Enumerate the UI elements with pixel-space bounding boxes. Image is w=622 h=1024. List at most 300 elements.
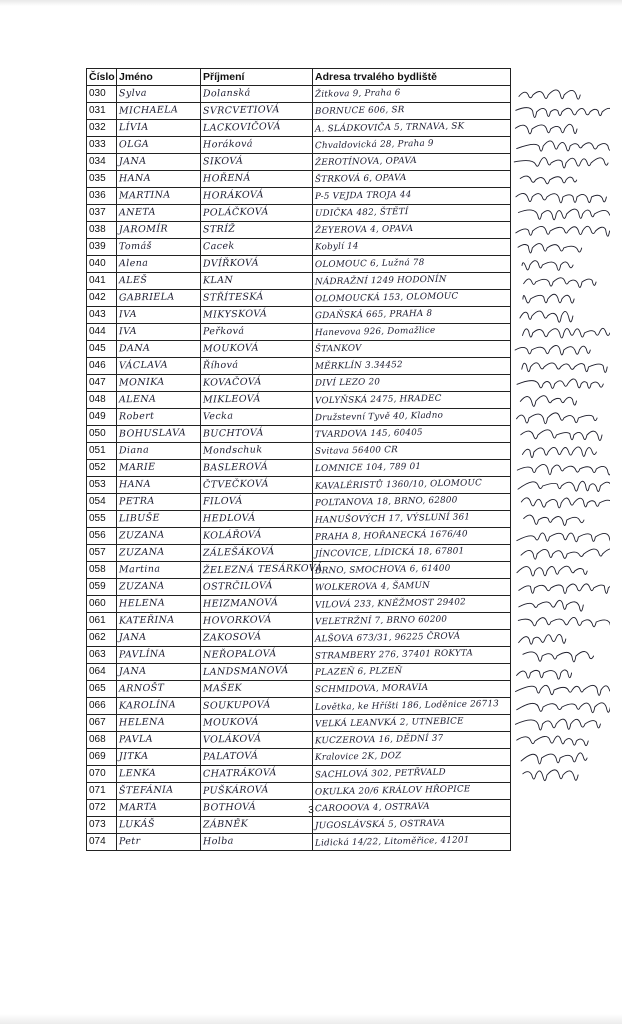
row-first-name-handwriting: HANA: [118, 172, 152, 185]
table-row: [87, 715, 511, 732]
signature-scribble: [524, 515, 584, 525]
row-address: [313, 817, 511, 834]
row-address-handwriting: ŽEYEROVA 4, OPAVA: [314, 223, 414, 237]
row-surname: [201, 630, 313, 647]
row-number: 070: [87, 766, 117, 783]
row-first-name-handwriting: ZUZANA: [118, 546, 165, 559]
row-address-handwriting: VELKÁ LEANVKÁ 2, UTNEBICE: [314, 716, 464, 730]
table-row: [87, 205, 511, 222]
row-surname: [201, 239, 313, 256]
row-number: 050: [87, 426, 117, 443]
row-address: [313, 579, 511, 596]
signature-scribble: [516, 193, 607, 202]
table-row: [87, 749, 511, 766]
row-number: 037: [87, 205, 117, 222]
row-address: [313, 375, 511, 392]
row-address: [313, 664, 511, 681]
row-surname: [201, 511, 313, 528]
row-address: [313, 103, 511, 120]
row-first-name: [117, 579, 201, 596]
row-surname-handwriting: BASLEROVÁ: [202, 461, 269, 474]
row-address-handwriting: LOMNICE 104, 789 01: [314, 461, 422, 475]
row-surname: [201, 409, 313, 426]
row-address-handwriting: SCHMIDOVA, MORAVIA: [314, 682, 429, 696]
row-address-handwriting: Kobylí 14: [314, 241, 359, 253]
row-surname: [201, 290, 313, 307]
signature-scribble: [522, 261, 573, 271]
row-first-name-handwriting: Diana: [118, 444, 150, 457]
row-first-name: [117, 341, 201, 358]
row-surname-handwriting: Říhová: [202, 359, 239, 372]
row-first-name-handwriting: JAROMÍR: [118, 223, 169, 236]
row-first-name-handwriting: KAROLÍNA: [118, 699, 177, 712]
row-first-name-handwriting: MARTINA: [118, 189, 171, 202]
row-address-handwriting: ŠTRKOVÁ 6, OPAVA: [314, 173, 407, 185]
row-address: [313, 154, 511, 171]
row-address: [313, 86, 511, 103]
row-surname-handwriting: HORÁKOVÁ: [202, 189, 264, 202]
row-surname-handwriting: SVRCVETIOVÁ: [202, 104, 280, 117]
row-first-name-handwriting: IVA: [118, 308, 138, 321]
header-number: Číslo: [87, 69, 117, 86]
row-first-name: [117, 256, 201, 273]
row-first-name-handwriting: JITKA: [118, 750, 149, 763]
signature-scribble: [524, 278, 597, 288]
signature-scribble: [519, 584, 610, 594]
row-first-name: [117, 409, 201, 426]
row-surname-handwriting: Horáková: [202, 138, 254, 151]
row-surname-handwriting: SIKOVÁ: [202, 155, 244, 168]
row-number: 067: [87, 715, 117, 732]
row-address: [313, 681, 511, 698]
row-first-name-handwriting: Alena: [118, 257, 149, 270]
row-first-name: [117, 137, 201, 154]
row-first-name: [117, 494, 201, 511]
signature-scribble: [515, 719, 600, 730]
row-first-name: [117, 698, 201, 715]
table-row: [87, 103, 511, 120]
row-address: [313, 341, 511, 358]
row-first-name: [117, 715, 201, 732]
row-first-name: [117, 290, 201, 307]
row-address-handwriting: ŠTANKOV: [314, 343, 362, 355]
row-number: 071: [87, 783, 117, 800]
row-address-handwriting: GDAŇSKÁ 665, PRAHA 8: [314, 308, 433, 322]
row-first-name-handwriting: ARNOŠT: [118, 682, 165, 695]
signature-scribble: [517, 413, 598, 424]
table-row: [87, 783, 511, 800]
row-address: [313, 749, 511, 766]
row-address: [313, 290, 511, 307]
row-surname-handwriting: STŘÍTESKÁ: [202, 291, 264, 304]
signature-scribble: [523, 651, 594, 661]
row-surname-handwriting: ZÁLEŠÁKOVÁ: [202, 546, 275, 559]
row-surname: [201, 86, 313, 103]
row-surname: [201, 766, 313, 783]
row-surname: [201, 783, 313, 800]
row-first-name: [117, 732, 201, 749]
row-address-handwriting: CAROOOVA 4, OSTRAVA: [314, 801, 430, 815]
row-first-name-handwriting: OLGA: [118, 138, 150, 151]
row-number: 062: [87, 630, 117, 647]
table-row: [87, 324, 511, 341]
signature-scribble: [516, 685, 611, 695]
row-number: 046: [87, 358, 117, 375]
table-row: [87, 239, 511, 256]
row-surname: [201, 273, 313, 290]
row-surname: [201, 443, 313, 460]
row-address: [313, 460, 511, 477]
row-first-name-handwriting: LUKÁŠ: [118, 818, 155, 831]
row-first-name-handwriting: LÍVIA: [118, 121, 149, 134]
row-address: [313, 783, 511, 800]
row-address-handwriting: VELETRŽNÍ 7, BRNO 60200: [314, 614, 448, 628]
row-number: 031: [87, 103, 117, 120]
row-first-name: [117, 188, 201, 205]
signature-scribble: [517, 670, 572, 679]
row-first-name-handwriting: JANA: [118, 665, 147, 678]
row-address: [313, 732, 511, 749]
table-row: [87, 409, 511, 426]
row-first-name: [117, 120, 201, 137]
row-address-handwriting: Kralovice 2K, DOZ: [314, 751, 402, 763]
row-surname: [201, 647, 313, 664]
row-first-name: [117, 545, 201, 562]
row-first-name-handwriting: JANA: [118, 155, 147, 168]
row-surname: [201, 188, 313, 205]
row-surname-handwriting: LANDSMANOVÁ: [202, 665, 289, 678]
row-first-name-handwriting: ANETA: [118, 206, 156, 219]
row-address: [313, 494, 511, 511]
row-number: 053: [87, 477, 117, 494]
row-first-name-handwriting: PAVLA: [118, 733, 154, 746]
row-number: 065: [87, 681, 117, 698]
row-address-handwriting: POLTANOVA 18, BRNO, 62800: [314, 495, 458, 509]
signature-scribble: [519, 634, 566, 644]
row-surname: [201, 681, 313, 698]
row-first-name: [117, 273, 201, 290]
row-address-handwriting: TVARDOVA 145, 60405: [314, 427, 423, 441]
table-row: [87, 647, 511, 664]
row-surname-handwriting: HEIZMANOVÁ: [202, 597, 279, 610]
row-surname: [201, 664, 313, 681]
row-number: 069: [87, 749, 117, 766]
row-number: 063: [87, 647, 117, 664]
table-row: [87, 698, 511, 715]
row-address: [313, 545, 511, 562]
row-address: [313, 528, 511, 545]
row-first-name: [117, 154, 201, 171]
signature-scribble: [517, 736, 589, 746]
table-row: [87, 222, 511, 239]
signature-scribble: [520, 311, 573, 322]
signature-scribble: [518, 481, 610, 491]
row-first-name: [117, 392, 201, 409]
row-surname: [201, 460, 313, 477]
row-address: [313, 426, 511, 443]
row-first-name-handwriting: Martina: [118, 563, 161, 576]
row-number: 052: [87, 460, 117, 477]
row-surname: [201, 749, 313, 766]
table-row: [87, 732, 511, 749]
row-surname: [201, 341, 313, 358]
row-first-name-handwriting: ALENA: [118, 393, 157, 406]
row-surname-handwriting: MOUKOVÁ: [202, 342, 259, 355]
row-number: 056: [87, 528, 117, 545]
signature-scribble: [521, 549, 610, 559]
table-row: [87, 477, 511, 494]
signature-scribble: [518, 244, 582, 253]
row-surname-handwriting: KOVAČOVÁ: [202, 376, 262, 389]
table-header-row: [87, 69, 511, 86]
signature-scribble: [521, 753, 587, 764]
row-first-name-handwriting: HELENA: [118, 716, 166, 729]
row-first-name-handwriting: GABRIELA: [118, 291, 175, 304]
signature-scribble: [521, 430, 602, 441]
row-surname: [201, 562, 323, 579]
signatures-column: [510, 85, 610, 785]
row-surname: [201, 834, 313, 851]
row-surname-handwriting: MAŠEK: [202, 682, 243, 695]
row-address-handwriting: JÍNCOVICE, LÍDICKÁ 18, 67801: [314, 546, 465, 560]
row-first-name: [117, 528, 201, 545]
signature-scribble: [517, 703, 610, 713]
row-first-name: [117, 834, 201, 851]
row-surname: [201, 392, 313, 409]
table-row: [87, 528, 511, 545]
table-row: [87, 392, 511, 409]
header-address: Adresa trvalého bydliště: [313, 69, 511, 86]
row-first-name-handwriting: LENKA: [118, 767, 157, 780]
row-surname-handwriting: KLAN: [202, 274, 234, 287]
row-surname-handwriting: DVÍŘKOVÁ: [202, 257, 260, 270]
table-row: [87, 307, 511, 324]
row-surname-handwriting: Mondschuk: [202, 444, 263, 457]
row-address: [313, 698, 511, 715]
row-surname-handwriting: ŽELEZNÁ TESÁRKOVÁ: [202, 562, 323, 577]
row-address-handwriting: P-5 VEJDA TROJA 44: [314, 189, 412, 203]
table-body: [87, 86, 511, 851]
row-address-handwriting: Lidická 14/22, Litoměřice, 41201: [314, 835, 470, 849]
row-number: 036: [87, 188, 117, 205]
row-number: 051: [87, 443, 117, 460]
signature-scribble: [517, 566, 587, 576]
row-address-handwriting: Hanevova 926, Domažlice: [314, 325, 436, 339]
row-surname-handwriting: FILOVÁ: [202, 495, 243, 508]
table-row: [87, 834, 511, 851]
row-first-name-handwriting: Tomáš: [118, 240, 152, 253]
signature-table: [86, 68, 511, 851]
row-first-name: [117, 511, 201, 528]
table-row: [87, 511, 511, 528]
scan-edge-bottom: [0, 1014, 622, 1024]
row-surname-handwriting: LACKOVIČOVÁ: [202, 121, 281, 134]
row-surname-handwriting: NEŘOPALOVÁ: [202, 648, 277, 661]
signature-scribble: [517, 141, 610, 151]
row-surname-handwriting: HOVORKOVÁ: [202, 614, 272, 627]
row-first-name-handwriting: HANA: [118, 478, 152, 491]
row-number: 048: [87, 392, 117, 409]
signature-scribble: [517, 464, 610, 474]
row-number: 060: [87, 596, 117, 613]
row-surname-handwriting: MOUKOVÁ: [202, 716, 259, 729]
row-surname: [201, 698, 313, 715]
row-address: [313, 256, 511, 273]
header-surname: Příjmení: [201, 69, 313, 86]
row-number: 049: [87, 409, 117, 426]
row-number: 054: [87, 494, 117, 511]
row-first-name: [117, 562, 201, 579]
row-number: 044: [87, 324, 117, 341]
table-row: [87, 375, 511, 392]
table-row: [87, 171, 511, 188]
row-first-name-handwriting: DANA: [118, 342, 151, 355]
row-address-handwriting: BRNO, SMOCHOVA 6, 61400: [314, 563, 451, 577]
row-address-handwriting: OLOMOUCKÁ 153, OLOMOUC: [314, 291, 459, 305]
row-first-name: [117, 358, 201, 375]
table-row: [87, 545, 511, 562]
row-address-handwriting: ALŠOVA 673/31, 96225 ČROVÁ: [314, 631, 461, 645]
table-row: [87, 817, 511, 834]
row-surname: [201, 715, 313, 732]
row-number: 034: [87, 154, 117, 171]
table-row: [87, 613, 511, 630]
row-number: 032: [87, 120, 117, 137]
row-address-handwriting: DIVÍ LEZO 20: [314, 377, 381, 389]
row-address: [313, 324, 511, 341]
table-row: [87, 358, 511, 375]
row-first-name-handwriting: HELENA: [118, 597, 166, 610]
row-surname: [201, 596, 313, 613]
row-first-name: [117, 681, 201, 698]
row-address-handwriting: A. SLÁDKOVIČA 5, TRNAVA, SK: [314, 121, 465, 135]
row-first-name: [117, 86, 201, 103]
row-number: 058: [87, 562, 117, 579]
row-first-name-handwriting: ALEŠ: [118, 274, 148, 287]
row-address-handwriting: HANUŠOVÝCH 17, VÝSLUNÍ 361: [314, 512, 471, 526]
row-number: 041: [87, 273, 117, 290]
row-first-name: [117, 205, 201, 222]
row-address: [313, 120, 511, 137]
row-address-handwriting: Žitkova 9, Praha 6: [314, 88, 401, 100]
row-first-name-handwriting: PAVLÍNA: [118, 648, 166, 661]
header-first-name: Jméno: [117, 69, 201, 86]
row-number: 055: [87, 511, 117, 528]
row-number: 045: [87, 341, 117, 358]
table-row: [87, 273, 511, 290]
row-surname-handwriting: POLÁČKOVÁ: [202, 206, 269, 219]
row-surname: [201, 307, 313, 324]
row-first-name-handwriting: VÁCLAVA: [118, 359, 169, 372]
signature-scribble: [515, 345, 590, 354]
row-number: 033: [87, 137, 117, 154]
row-surname-handwriting: MIKYSKOVÁ: [202, 308, 268, 321]
row-address-handwriting: MĚRKLÍN 3.34452: [314, 360, 403, 372]
row-address: [313, 443, 511, 460]
row-first-name: [117, 596, 201, 613]
row-address: [313, 392, 511, 409]
signature-scribble: [521, 498, 610, 508]
table-row: [87, 579, 511, 596]
row-number: 072: [87, 800, 117, 817]
row-first-name-handwriting: MONIKA: [118, 376, 165, 389]
row-first-name: [117, 103, 201, 120]
row-surname-handwriting: ČTVEČKOVÁ: [202, 478, 269, 491]
row-first-name-handwriting: LIBUŠE: [118, 512, 161, 525]
table-row: [87, 290, 511, 307]
row-first-name: [117, 783, 201, 800]
signature-scribble: [523, 770, 578, 781]
row-address: [313, 188, 511, 205]
row-surname: [201, 171, 313, 188]
signature-scribble: [520, 176, 577, 184]
row-surname: [201, 358, 313, 375]
row-address-handwriting: PLAZEŇ 6, PLZEŇ: [314, 666, 403, 678]
row-number: 043: [87, 307, 117, 324]
row-address: [313, 511, 511, 528]
row-number: 047: [87, 375, 117, 392]
row-address: [313, 630, 511, 647]
row-address: [313, 239, 511, 256]
signature-scribble: [516, 226, 610, 236]
row-surname: [201, 579, 313, 596]
row-first-name: [117, 630, 201, 647]
row-first-name-handwriting: Robert: [118, 410, 155, 423]
row-first-name: [117, 647, 201, 664]
row-surname: [201, 817, 313, 834]
row-first-name-handwriting: IVA: [118, 325, 138, 338]
signature-scribble: [515, 124, 577, 134]
row-address: [313, 596, 511, 613]
table-row: [87, 494, 511, 511]
row-surname-handwriting: OSTRČILOVÁ: [202, 580, 273, 593]
row-number: 057: [87, 545, 117, 562]
row-surname-handwriting: HEDLOVÁ: [202, 512, 256, 525]
signature-scribble: [517, 379, 603, 388]
row-number: 059: [87, 579, 117, 596]
row-first-name-handwriting: KATEŘINA: [118, 614, 175, 627]
signature-scribble: [520, 396, 576, 407]
row-first-name-handwriting: ZUZANA: [118, 529, 165, 542]
row-surname: [201, 222, 313, 239]
row-surname-handwriting: PALATOVÁ: [202, 750, 259, 763]
handwritten-signatures: [510, 85, 610, 785]
table-row: [87, 460, 511, 477]
row-surname: [201, 732, 313, 749]
row-address: [313, 647, 511, 664]
row-surname: [201, 545, 313, 562]
row-surname-handwriting: BUCHTOVÁ: [202, 427, 264, 440]
row-first-name: [117, 239, 201, 256]
row-surname-handwriting: Cacek: [202, 240, 235, 253]
table-row: [87, 137, 511, 154]
row-address: [313, 834, 511, 851]
row-surname-handwriting: ZÁBNĚK: [202, 818, 249, 831]
row-address: [313, 562, 511, 579]
table-row: [87, 256, 511, 273]
row-first-name: [117, 171, 201, 188]
row-surname: [201, 528, 313, 545]
scan-edge-top: [0, 0, 622, 6]
row-first-name-handwriting: JANA: [118, 631, 147, 644]
row-number: 030: [87, 86, 117, 103]
row-surname: [201, 494, 313, 511]
row-address: [313, 477, 511, 494]
signature-scribble: [514, 158, 608, 168]
row-first-name: [117, 749, 201, 766]
row-surname-handwriting: VOLÁKOVÁ: [202, 733, 262, 746]
signature-scribble: [523, 294, 574, 303]
